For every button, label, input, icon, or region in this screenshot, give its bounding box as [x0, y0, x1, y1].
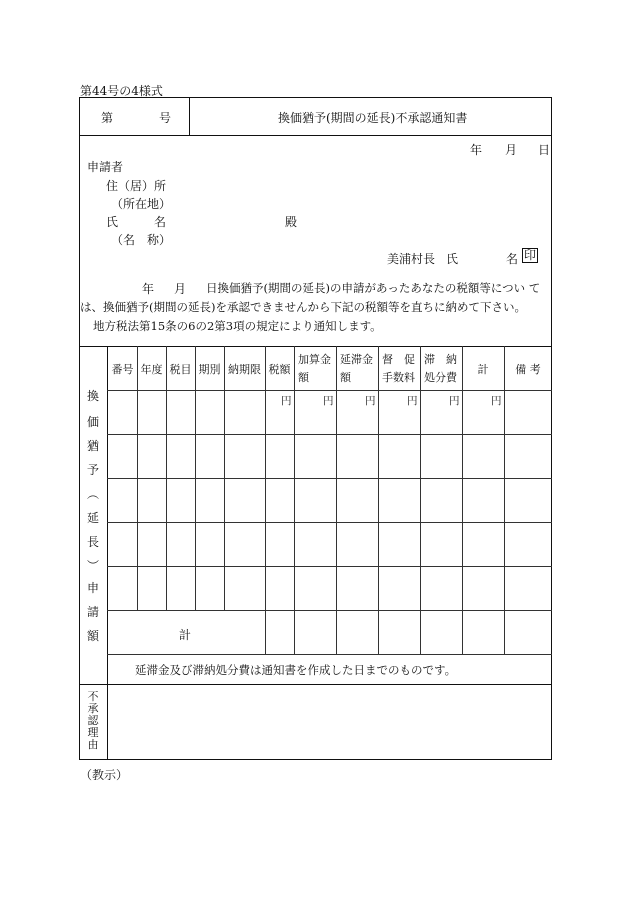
calculation-note: 延滞金及び滞納処分費は通知書を作成した日までのものです。 — [135, 663, 457, 677]
date-year: 年 — [470, 143, 483, 157]
yen-unit-additional: 円 — [323, 395, 334, 407]
date-month: 月 — [505, 143, 518, 157]
applicant-heading: 申請者 — [87, 160, 124, 174]
number-cell-divider — [189, 97, 190, 135]
note-row-line — [79, 684, 552, 685]
col-line-disposition — [420, 346, 421, 654]
yen-unit-tax: 円 — [281, 395, 292, 407]
header-disposition-line2: 処分費 — [424, 371, 457, 384]
col-line-total — [462, 346, 463, 654]
reason-label-char-2: 承 — [87, 702, 99, 715]
body-month: 月 — [174, 282, 187, 296]
col-line-period — [195, 346, 196, 610]
side-label-char-5: ︵ — [86, 487, 99, 501]
table-top-line — [79, 346, 552, 347]
instruction-label: （教示） — [80, 768, 129, 782]
col-line-dunning — [378, 346, 379, 654]
col-line-remarks — [504, 346, 505, 654]
header-delinquency-line1: 延滞金 — [340, 353, 373, 366]
applicant-name-label: 氏 名 — [106, 215, 167, 229]
col-line-tax-item — [166, 346, 167, 610]
reason-label-char-5: 由 — [87, 738, 99, 751]
header-additional-line2: 額 — [298, 371, 309, 384]
date-day: 日 — [538, 143, 551, 157]
row-line-2 — [107, 478, 552, 479]
header-tax-item: 税目 — [169, 363, 192, 376]
number-label-end: 号 — [159, 111, 172, 125]
col-line-additional — [294, 346, 295, 654]
reason-label-char-3: 認 — [87, 714, 99, 727]
issuer-name-suffix: 名 — [506, 252, 519, 266]
header-total: 計 — [477, 363, 489, 376]
issuer-name-prefix: 氏 — [446, 252, 459, 266]
yen-unit-total: 円 — [491, 395, 502, 407]
applicant-location-label: （所在地） — [111, 197, 172, 211]
header-tax-amount: 税額 — [268, 363, 291, 376]
reason-label-char-1: 不 — [87, 690, 99, 703]
col-line-tax-amount — [265, 346, 266, 654]
row-line-3 — [107, 522, 552, 523]
total-row-line — [107, 654, 552, 655]
header-additional-line1: 加算金 — [298, 353, 331, 366]
top-row-divider — [79, 135, 552, 136]
honorific: 殿 — [285, 215, 298, 229]
col-line-year — [137, 346, 138, 610]
header-dunning-line1: 督 促 — [382, 353, 415, 366]
side-label-char-1: 換 — [86, 389, 99, 403]
side-label-char-10: 請 — [86, 605, 99, 619]
reason-label-char-4: 理 — [87, 726, 99, 739]
side-label-char-7: 長 — [86, 535, 99, 549]
header-number: 番号 — [111, 363, 134, 376]
row-line-1 — [107, 434, 552, 435]
header-disposition-line1: 滞 納 — [424, 353, 457, 366]
header-period: 期別 — [198, 363, 221, 376]
body-line-3: 地方税法第15条の6の2第3項の規定により通知します。 — [93, 319, 382, 333]
seal-text: 印 — [524, 248, 537, 262]
col-line-deadline — [224, 346, 225, 610]
applicant-org-name-label: （名 称） — [111, 233, 172, 247]
seal-mark — [522, 248, 538, 263]
body-year: 年 — [142, 282, 155, 296]
side-label-char-3: 猶 — [86, 439, 99, 453]
header-delinquency-line2: 額 — [340, 371, 351, 384]
header-dunning-line2: 手数料 — [382, 371, 415, 384]
col-line-delinquency — [336, 346, 337, 654]
yen-unit-dunning: 円 — [407, 395, 418, 407]
body-line-1: 日換価猶予(期間の延長)の申請があったあなたの税額等につい て — [206, 281, 541, 295]
header-fiscal-year: 年度 — [140, 363, 163, 376]
issuer-title: 美浦村長 — [387, 252, 436, 266]
document-title: 換価猶予(期間の延長)不承認通知書 — [278, 111, 468, 125]
yen-unit-disposition: 円 — [449, 395, 460, 407]
side-label-char-9: 申 — [86, 581, 99, 595]
header-row-line — [107, 390, 552, 391]
header-remarks: 備 考 — [515, 363, 541, 376]
side-label-char-6: 延 — [86, 511, 99, 525]
side-label-char-8: ︶ — [86, 559, 99, 573]
form-number-label: 第44号の4様式 — [80, 84, 163, 98]
side-label-char-11: 額 — [86, 629, 99, 643]
body-line-2: は、換価猶予(期間の延長)を承認できませんから下記の税額等を直ちに納めて下さい。 — [80, 300, 526, 314]
side-label-char-4: 予 — [86, 463, 99, 477]
side-label-char-2: 価 — [86, 415, 99, 429]
side-column-line — [107, 346, 108, 760]
number-label-start: 第 — [101, 111, 114, 125]
total-row-label: 計 — [179, 628, 192, 642]
row-line-5 — [107, 610, 552, 611]
header-deadline: 納期限 — [228, 363, 261, 376]
yen-unit-delinquency: 円 — [365, 395, 376, 407]
applicant-address-label: 住（居）所 — [106, 179, 167, 193]
row-line-4 — [107, 566, 552, 567]
